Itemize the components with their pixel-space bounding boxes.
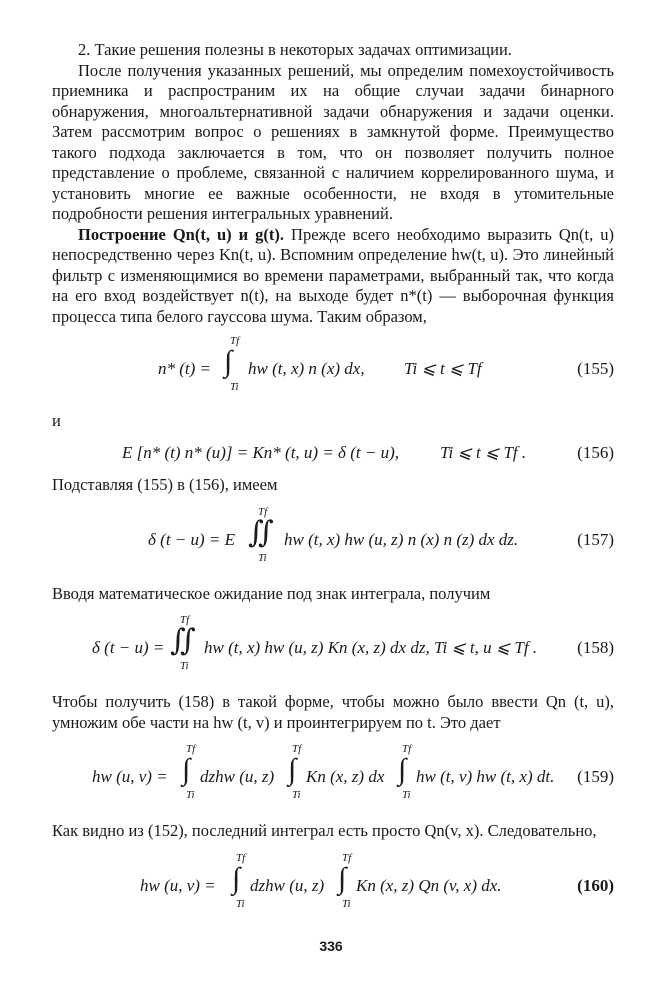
page-content: [52, 40, 614, 922]
paragraph-2: После получения указанных решений, мы определим помехоустойчивость приемника и распространим их на общие случаи задачи бинарного обнаружения, многоальтернативной задачи обнаружения и задачи оценки. Затем рассмотрим вопрос о решениях в замкнутой форме. Преимущество такого подхода заключается в том, что он позволяет получить полное представление о проблеме, связанной с наличием коррелированного шума, и установить многие ее важные особенности, не входя в утомительные подробности решения интегральных уравнений.: [52, 60, 614, 223]
eq160-integral-2: ∫: [338, 861, 347, 895]
eq156-number: (156): [577, 443, 614, 462]
eq155-rhs: hw (t, x) n (x) dx,: [248, 359, 365, 378]
eq155-lhs: n* (t) =: [158, 359, 212, 378]
eq159-integral-2: ∫: [288, 753, 297, 786]
paragraph-1: 2. Такие решения полезны в некоторых задачах оптимизации.: [78, 40, 512, 59]
eq155-lower-limit: Ti: [230, 381, 239, 393]
eq158-integral: ∬: [170, 624, 196, 657]
equation-160: [52, 848, 614, 922]
eq157-lower-limit: Ti: [258, 551, 267, 564]
eq160-part-2: Kn (x, z) Qn (v, x) dx.: [356, 875, 502, 895]
eq159-lhs: hw (u, v) =: [92, 767, 168, 786]
eq157-lhs: δ (t − u) = E: [148, 529, 236, 549]
eq158-upper-limit: Tf: [180, 614, 190, 626]
eq157-number: (157): [577, 529, 614, 549]
eq159-part-1: dzhw (u, z): [200, 767, 275, 786]
eq160-integral-1: ∫: [232, 861, 241, 895]
eq157-rhs: hw (t, x) hw (u, z) n (x) n (z) dx dz.: [284, 529, 519, 549]
eq160-number: (160): [577, 875, 614, 895]
eq159-number: (159): [577, 767, 614, 786]
eq159-lower-limit-2: Ti: [292, 789, 301, 801]
paragraph-6: Чтобы получить (158) в такой форме, чтобы можно было ввести Qn (t, u), умножим обе части на hw (t, v) и проинтегрируем по t. Это дает: [52, 692, 614, 732]
eq155-condition: Ti ⩽ t ⩽ Tf: [404, 359, 482, 378]
eq159-lower-limit-3: Ti: [402, 789, 411, 801]
eq155-number: (155): [577, 359, 614, 378]
equation-155: [52, 331, 614, 405]
conjunction-i: и: [52, 411, 61, 430]
section-heading: Построение Qn(t, u) и g(t).: [78, 224, 285, 244]
eq158-lower-limit: Ti: [180, 660, 189, 672]
paragraph-7: Как видно из (152), последний интеграл есть просто Qn(v, x). Следовательно,: [52, 821, 597, 840]
paragraph-3-text: Прежде всего необходимо выразить Qn(t, u) непосредственно через Kn(t, u). Вспомним определение hw(t, u). Это линейный фильтр с изменяющимися во времени параметрами, выбранный так, что когда на его вход воздействует n(t), на выходе будет n*(t) — выборочная функция процесса типа белого гауссова шума. Таким образом,: [52, 224, 615, 326]
eq155-integral: ∫: [224, 345, 233, 378]
eq159-part-2: Kn (x, z) dx: [306, 767, 385, 786]
equation-157: [52, 502, 614, 576]
eq160-lower-limit-2: Ti: [342, 897, 351, 910]
eq159-upper-limit-3: Tf: [402, 743, 412, 755]
eq159-integral-1: ∫: [182, 753, 191, 786]
eq156-body: E [n* (t) n* (u)] = Kn* (t, u) = δ (t − u),: [122, 443, 399, 462]
eq158-rhs: hw (t, x) hw (u, z) Kn (x, z) dx dz, Ti ⩽ t, u ⩽ Tf .: [204, 638, 538, 657]
page-number: 336: [319, 938, 343, 954]
eq160-upper-limit-2: Tf: [342, 851, 352, 864]
eq155-upper-limit: Tf: [230, 335, 240, 347]
eq159-upper-limit-2: Tf: [292, 743, 302, 755]
paragraph-3: [52, 225, 614, 328]
eq160-lower-limit-1: Ti: [236, 897, 245, 910]
eq159-part-3: hw (t, v) hw (t, x) dt.: [416, 767, 555, 786]
paragraph-5: Вводя математическое ожидание под знак интеграла, получим: [52, 583, 491, 603]
eq156-condition: Ti ⩽ t ⩽ Tf .: [440, 443, 527, 462]
eq160-lhs: hw (u, v) =: [140, 875, 216, 895]
equation-158: [52, 610, 614, 684]
eq157-upper-limit: Tf: [258, 505, 268, 518]
eq160-part-1: dzhw (u, z): [250, 875, 325, 895]
eq160-upper-limit-1: Tf: [236, 851, 246, 864]
equation-159: [52, 739, 614, 813]
eq158-number: (158): [577, 638, 614, 657]
eq158-lhs: δ (t − u) =: [92, 638, 165, 657]
eq159-upper-limit-1: Tf: [186, 743, 196, 755]
eq157-integral: ∬: [248, 515, 274, 549]
paragraph-4: Подставляя (155) в (156), имеем: [52, 475, 278, 494]
eq159-integral-3: ∫: [398, 753, 407, 786]
eq159-lower-limit-1: Ti: [186, 789, 195, 801]
equation-156: [52, 437, 614, 475]
